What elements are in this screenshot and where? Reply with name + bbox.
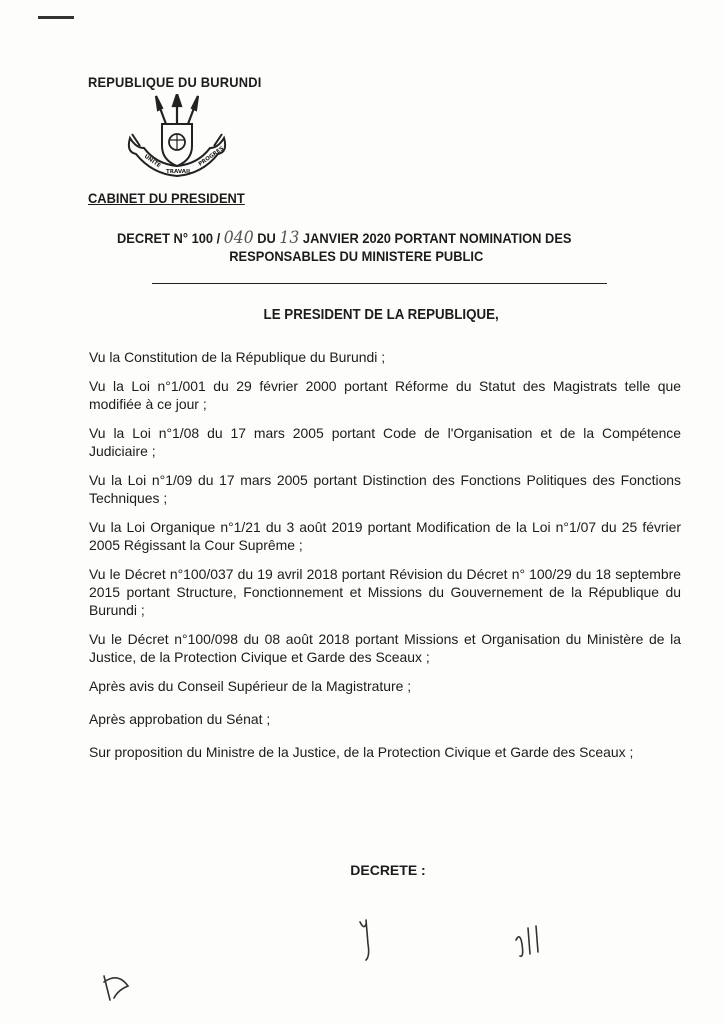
svg-text:PROGRES: PROGRES <box>197 145 226 168</box>
handwritten-initial-icon <box>104 976 128 1000</box>
consideration-item: Vu la Loi n°1/08 du 17 mars 2005 portant Code de l'Organisation et de la Compétence Judiciaire ; <box>89 425 682 459</box>
consideration-item: Vu la Constitution de la République du Burundi ; <box>89 349 386 365</box>
decree-day-handwritten: 13 <box>279 228 300 248</box>
cabinet-heading: CABINET DU PRESIDENT <box>88 190 245 206</box>
consideration-item: Vu le Décret n°100/037 du 19 avril 2018 portant Révision du Décret n° 100/29 du 18 septembre 2015 portant Structure, Fonctionnement et Missions du Gouvernement de la République du Burundi ; <box>89 566 682 618</box>
consideration-item: Vu le Décret n°100/098 du 08 août 2018 portant Missions et Organisation du Ministère de la Justice, de la Protection Civique et Garde des Sceaux ; <box>89 631 682 665</box>
enacting-clause-text: DECRETE : <box>350 862 426 878</box>
consideration-item: Vu la Loi n°1/001 du 29 février 2000 portant Réforme du Statut des Magistrats telle que modifiée à ce jour ; <box>89 378 682 412</box>
country-name: REPUBLIQUE DU BURUNDI <box>88 74 262 90</box>
decree-title <box>117 229 632 265</box>
president-heading <box>0 307 724 323</box>
consideration-item: Vu la Loi n°1/09 du 17 mars 2005 portant Distinction des Fonctions Politiques des Fonctions Techniques ; <box>89 472 682 506</box>
svg-text:UNITE: UNITE <box>142 153 162 170</box>
decree-title-line2: RESPONSABLES DU MINISTERE PUBLIC <box>229 248 484 264</box>
title-divider <box>152 283 607 284</box>
consideration-item: Vu la Loi Organique n°1/21 du 3 août 2019 portant Modification de la Loi n°1/07 du 25 février 2005 Régissant la Cour Suprême ; <box>89 519 682 553</box>
decree-du: DU <box>257 230 276 246</box>
consideration-item: Après approbation du Sénat ; <box>89 711 271 727</box>
coat-of-arms-icon <box>122 94 232 182</box>
decree-title-rest: JANVIER 2020 PORTANT NOMINATION DES <box>302 230 572 246</box>
enacting-clause <box>0 862 724 878</box>
decree-number-handwritten: 040 <box>223 228 254 248</box>
scan-mark <box>38 16 74 19</box>
considerations <box>89 348 684 772</box>
handwritten-initial-icon <box>516 926 538 956</box>
svg-text:TRAVAIL: TRAVAIL <box>166 169 192 175</box>
handwritten-initial-icon <box>360 920 369 960</box>
consideration-item: Sur proposition du Ministre de la Justice, de la Protection Civique et Garde des Sceaux ; <box>89 744 634 760</box>
consideration-item: Après avis du Conseil Supérieur de la Magistrature ; <box>89 678 412 694</box>
decree-prefix: DECRET N° 100 / <box>117 230 221 246</box>
president-heading-text: LE PRESIDENT DE LA REPUBLIQUE, <box>263 307 499 323</box>
